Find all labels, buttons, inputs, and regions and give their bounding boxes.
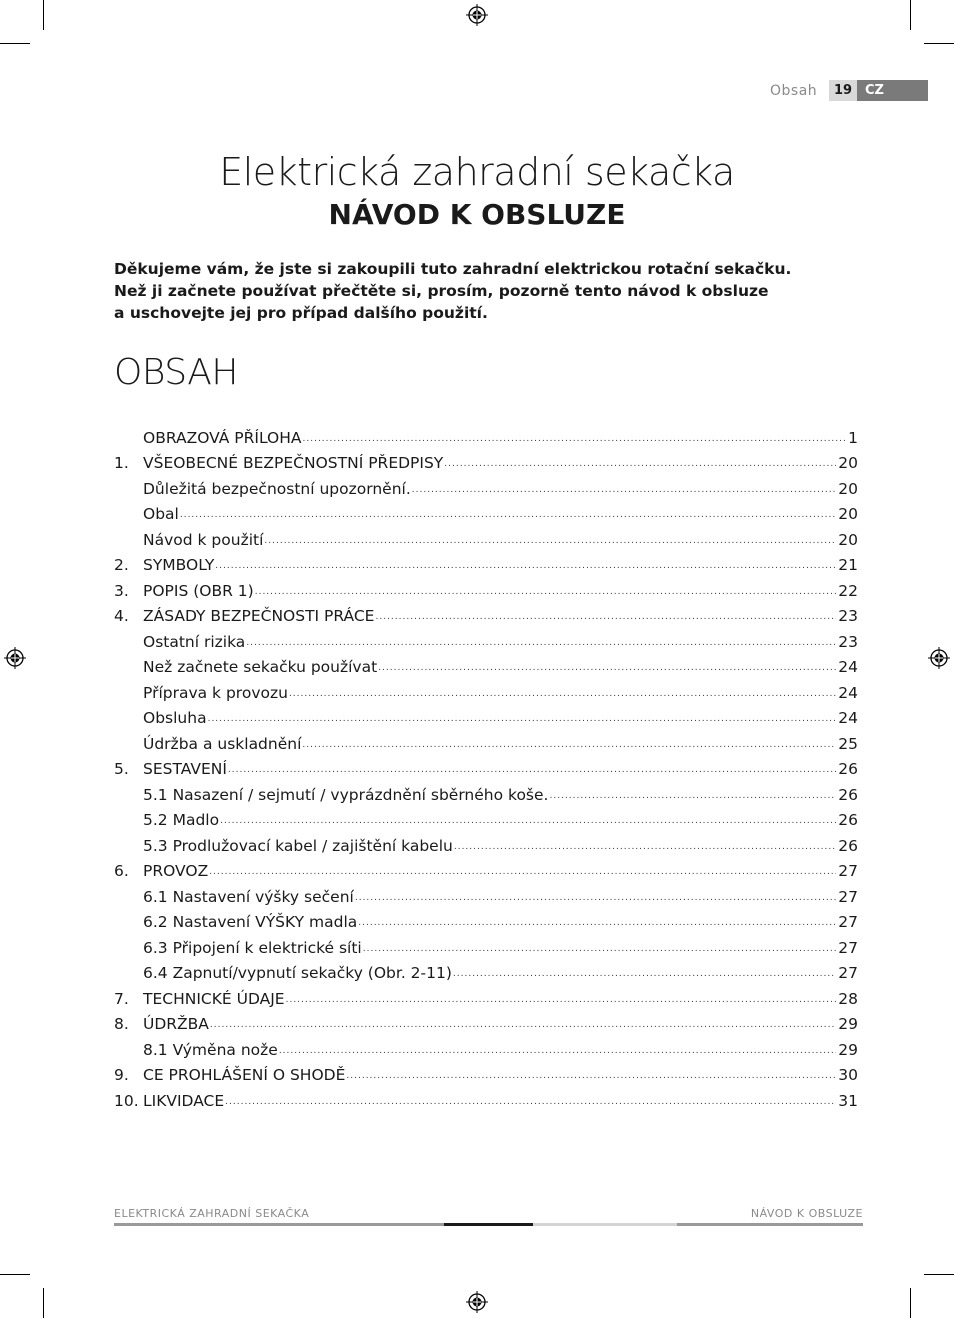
toc-entry[interactable] bbox=[114, 753, 858, 779]
toc-entry[interactable] bbox=[114, 829, 858, 855]
header-page-tab bbox=[829, 80, 928, 101]
toc-entry-label: 6.3 Připojení k elektrické síti bbox=[143, 938, 362, 957]
toc-entry-page: 31 bbox=[838, 1091, 858, 1110]
toc-entry-label: CE PROHLÁŠENÍ O SHODĚ bbox=[143, 1066, 346, 1084]
toc-entry-page: 26 bbox=[838, 785, 858, 804]
toc-entry[interactable] bbox=[114, 421, 858, 447]
toc-entry-page: 24 bbox=[838, 658, 858, 676]
toc-entry-label: VŠEOBECNÉ BEZPEČNOSTNÍ PŘEDPISY bbox=[143, 454, 444, 472]
toc-entry-label: Obal bbox=[143, 505, 179, 523]
toc-dot-leader bbox=[375, 612, 836, 622]
toc-dot-leader bbox=[209, 867, 836, 877]
toc-dot-leader bbox=[264, 536, 836, 546]
table-of-contents bbox=[114, 421, 858, 1110]
toc-entry-number: 2. bbox=[114, 556, 129, 574]
intro-line: Děkujeme vám, že jste si zakoupili tuto zahradní elektrickou rotační sekačku. bbox=[114, 260, 792, 278]
footer-rule-segment bbox=[677, 1223, 863, 1226]
intro-line: Než ji začnete používat přečtěte si, prosím, pozorně tento návod k obsluze bbox=[114, 282, 769, 300]
toc-entry-page: 22 bbox=[838, 581, 858, 600]
toc-entry-page: 24 bbox=[838, 709, 858, 727]
crop-mark bbox=[910, 1288, 911, 1318]
toc-dot-leader bbox=[289, 689, 836, 699]
page-subtitle: NÁVOD K OBSLUZE bbox=[328, 198, 626, 231]
toc-entry[interactable] bbox=[114, 957, 858, 983]
toc-entry-page: 28 bbox=[838, 989, 858, 1008]
toc-entry-number: 3. bbox=[114, 581, 129, 600]
intro-line: a uschovejte jej pro případ dalšího použití. bbox=[114, 304, 488, 322]
toc-entry-page: 23 bbox=[838, 632, 858, 651]
toc-dot-leader bbox=[346, 1071, 836, 1081]
toc-dot-leader bbox=[444, 459, 836, 469]
toc-entry-number: 6. bbox=[114, 862, 129, 880]
toc-entry-label: Návod k použití bbox=[143, 530, 264, 549]
toc-entry-page: 30 bbox=[838, 1066, 858, 1084]
toc-entry-label: SYMBOLY bbox=[143, 556, 215, 574]
toc-entry-label: Příprava k provozu bbox=[143, 683, 288, 702]
toc-entry[interactable] bbox=[114, 523, 858, 549]
registration-mark-icon bbox=[466, 4, 488, 26]
toc-entry-label: PROVOZ bbox=[143, 862, 209, 880]
toc-entry-page: 23 bbox=[838, 607, 858, 625]
toc-entry-page: 1 bbox=[848, 428, 858, 447]
toc-entry-label: Než začnete sekačku používat bbox=[143, 658, 378, 676]
toc-entry-label: 6.2 Nastavení VÝŠKY madla bbox=[143, 913, 358, 931]
toc-entry-label: 5.2 Madlo bbox=[143, 811, 220, 829]
toc-dot-leader bbox=[279, 1046, 836, 1056]
toc-dot-leader bbox=[220, 816, 836, 826]
toc-entry[interactable] bbox=[114, 880, 858, 906]
toc-entry-label: Údržba a uskladnění bbox=[143, 734, 302, 753]
toc-dot-leader bbox=[286, 995, 837, 1005]
toc-entry-page: 29 bbox=[838, 1015, 858, 1033]
toc-dot-leader bbox=[549, 791, 836, 801]
toc-dot-leader bbox=[228, 765, 836, 775]
toc-entry-page: 24 bbox=[838, 683, 858, 702]
toc-entry[interactable] bbox=[114, 855, 858, 881]
toc-dot-leader bbox=[412, 485, 837, 495]
registration-mark-icon bbox=[466, 1291, 488, 1313]
toc-entry-label: Obsluha bbox=[143, 709, 207, 727]
toc-dot-leader bbox=[210, 1020, 836, 1030]
toc-entry[interactable] bbox=[114, 906, 858, 932]
crop-mark bbox=[910, 0, 911, 30]
toc-entry[interactable] bbox=[114, 625, 858, 651]
toc-entry-page: 25 bbox=[838, 734, 858, 753]
toc-entry-label: 5.1 Nasazení / sejmutí / vyprázdnění sběrného koše. bbox=[143, 785, 549, 804]
toc-entry-page: 26 bbox=[838, 760, 858, 778]
intro-paragraph bbox=[114, 258, 834, 324]
crop-mark bbox=[0, 43, 30, 44]
toc-entry-label: 5.3 Prodlužovací kabel / zajištění kabelu bbox=[143, 836, 453, 855]
toc-entry-number: 1. bbox=[114, 454, 129, 472]
toc-entry-page: 20 bbox=[838, 505, 858, 523]
toc-entry-page: 27 bbox=[838, 938, 858, 957]
crop-mark bbox=[924, 43, 954, 44]
toc-entry-number: 7. bbox=[114, 989, 129, 1008]
toc-entry-label: 6.1 Nastavení výšky sečení bbox=[143, 887, 354, 906]
toc-entry-number: 5. bbox=[114, 760, 129, 778]
toc-dot-leader bbox=[208, 714, 837, 724]
crop-mark bbox=[924, 1274, 954, 1275]
crop-mark bbox=[43, 0, 44, 30]
toc-entry-page: 27 bbox=[838, 862, 858, 880]
footer-right-text: NÁVOD K OBSLUZE bbox=[750, 1207, 863, 1220]
toc-entry-label: ÚDRŽBA bbox=[143, 1015, 209, 1033]
registration-mark-icon bbox=[4, 647, 26, 669]
crop-mark bbox=[0, 1274, 30, 1275]
toc-entry-label: 6.4 Zapnutí/vypnutí sekačky (Obr. 2-11) bbox=[143, 964, 452, 982]
toc-dot-leader bbox=[303, 434, 847, 444]
toc-entry[interactable] bbox=[114, 804, 858, 830]
toc-dot-leader bbox=[225, 1097, 836, 1107]
toc-entry-label: Důležitá bezpečnostní upozornění. bbox=[143, 479, 411, 498]
toc-heading: OBSAH bbox=[114, 352, 238, 393]
toc-dot-leader bbox=[302, 740, 836, 750]
toc-entry-label: 8.1 Výměna nože bbox=[143, 1040, 278, 1059]
toc-dot-leader bbox=[358, 918, 836, 928]
toc-entry[interactable] bbox=[114, 1033, 858, 1059]
toc-entry[interactable] bbox=[114, 574, 858, 600]
toc-entry-page: 20 bbox=[838, 530, 858, 549]
toc-entry[interactable] bbox=[114, 727, 858, 753]
toc-entry-label: LIKVIDACE bbox=[143, 1091, 225, 1110]
toc-entry[interactable] bbox=[114, 931, 858, 957]
footer-rule-segment bbox=[533, 1223, 677, 1226]
toc-entry[interactable] bbox=[114, 982, 858, 1008]
toc-entry-page: 26 bbox=[838, 836, 858, 855]
toc-entry-page: 27 bbox=[838, 964, 858, 982]
toc-entry-page: 27 bbox=[838, 887, 858, 906]
toc-dot-leader bbox=[246, 638, 836, 648]
toc-entry[interactable] bbox=[114, 651, 858, 677]
toc-entry-page: 20 bbox=[838, 454, 858, 472]
toc-entry[interactable] bbox=[114, 778, 858, 804]
toc-entry-number: 8. bbox=[114, 1015, 129, 1033]
page-number: 19 bbox=[829, 80, 857, 101]
toc-dot-leader bbox=[363, 944, 837, 954]
toc-dot-leader bbox=[378, 663, 836, 673]
toc-entry-page: 26 bbox=[838, 811, 858, 829]
toc-entry-page: 20 bbox=[838, 479, 858, 498]
toc-dot-leader bbox=[255, 587, 837, 597]
toc-dot-leader bbox=[215, 561, 836, 571]
toc-entry-label: SESTAVENÍ bbox=[143, 760, 227, 778]
toc-entry-page: 21 bbox=[838, 556, 858, 574]
toc-entry-page: 29 bbox=[838, 1040, 858, 1059]
toc-dot-leader bbox=[454, 842, 836, 852]
toc-entry[interactable] bbox=[114, 472, 858, 498]
toc-entry-label: OBRAZOVÁ PŘÍLOHA bbox=[143, 428, 302, 447]
toc-entry-label: TECHNICKÉ ÚDAJE bbox=[143, 989, 285, 1008]
toc-entry-number: 4. bbox=[114, 607, 129, 625]
toc-entry[interactable] bbox=[114, 702, 858, 728]
footer-left-text: ELEKTRICKÁ ZAHRADNÍ SEKAČKA bbox=[114, 1207, 310, 1220]
toc-entry-label: ZÁSADY BEZPEČNOSTI PRÁCE bbox=[143, 607, 375, 625]
toc-entry-number: 10. bbox=[114, 1091, 139, 1110]
crop-mark bbox=[43, 1288, 44, 1318]
toc-entry-page: 27 bbox=[838, 913, 858, 931]
toc-entry[interactable] bbox=[114, 1084, 858, 1110]
toc-entry[interactable] bbox=[114, 676, 858, 702]
toc-entry[interactable] bbox=[114, 498, 858, 524]
footer-rule-segment bbox=[444, 1223, 533, 1226]
toc-entry-number: 9. bbox=[114, 1066, 129, 1084]
registration-mark-icon bbox=[928, 647, 950, 669]
toc-entry[interactable] bbox=[114, 1059, 858, 1085]
header-section-label: Obsah bbox=[770, 83, 818, 99]
toc-dot-leader bbox=[453, 969, 836, 979]
toc-entry[interactable] bbox=[114, 1008, 858, 1034]
page-title: Elektrická zahradní sekačka bbox=[219, 150, 735, 194]
toc-entry[interactable] bbox=[114, 549, 858, 575]
footer-rule-segment bbox=[114, 1223, 444, 1226]
toc-dot-leader bbox=[180, 510, 836, 520]
toc-entry[interactable] bbox=[114, 447, 858, 473]
language-code: CZ bbox=[857, 80, 928, 101]
toc-entry-label: Ostatní rizika bbox=[143, 632, 246, 651]
toc-entry-label: POPIS (OBR 1) bbox=[143, 581, 254, 600]
toc-entry[interactable] bbox=[114, 600, 858, 626]
toc-dot-leader bbox=[355, 893, 836, 903]
